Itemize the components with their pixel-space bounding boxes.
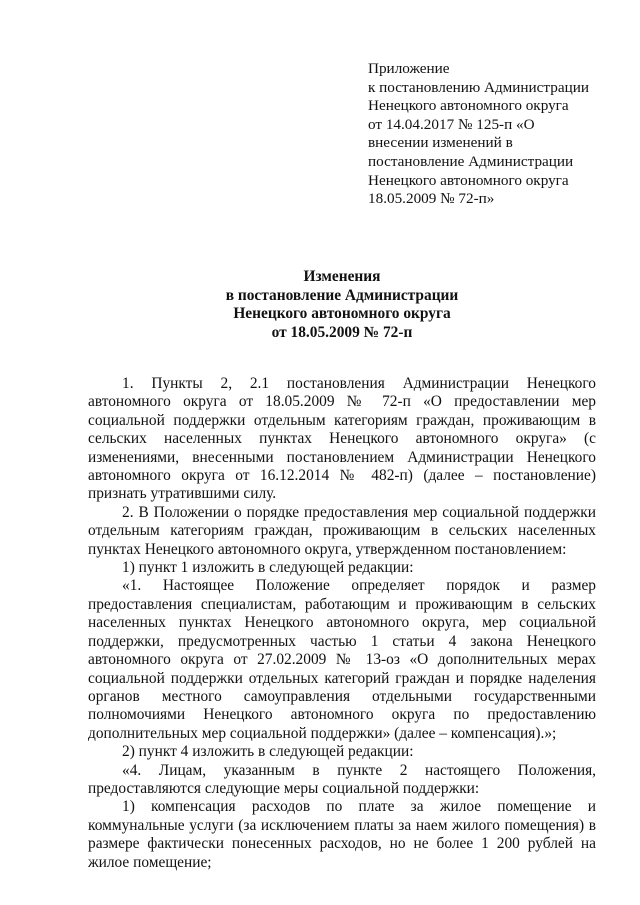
paragraph-subitem-1: 1) пункт 1 изложить в следующей редакции:: [122, 559, 414, 577]
document-body: [88, 375, 596, 872]
title-line: от 18.05.2009 № 72-п: [271, 323, 413, 341]
paragraph-quote-1: «1. Настоящее Положение определяет порядок и размер предоставления специалистам, работающим и проживающим в сельских населенных пунктах Ненецкого автономного округа, мер социальной поддержки, предусмотренных частью 1 статьи 4 закона Ненецкого автономного округа от 27.02.2009 № 13-оз «О дополнительных мерах социальной поддержки отдельных категорий граждан и порядке наделения органов местного самоуправления отдельными государственными полномочиями Ненецкого автономного округа по предоставлению дополнительных мер социальной поддержки» (далее – компенсация).»;: [88, 577, 596, 742]
document-title: [0, 268, 640, 342]
appendix-line: Ненецкого автономного округа: [368, 97, 569, 115]
title-line: Изменения: [303, 268, 381, 285]
title-line: Ненецкого автономного округа: [233, 305, 451, 322]
appendix-line: постановление Администрации: [368, 152, 574, 170]
appendix-line: внесении изменений в: [368, 134, 513, 152]
appendix-line: Приложение: [368, 60, 450, 77]
appendix-line: от 14.04.2017 № 125-п «О: [368, 115, 535, 133]
paragraph-quote-4: «4. Лицам, указанным в пункте 2 настоящего Положения, предоставляются следующие меры социальной поддержки:: [88, 761, 596, 797]
appendix-line: 18.05.2009 № 72-п»: [368, 190, 495, 208]
paragraph-item-1: 1. Пункты 2, 2.1 постановления Администрации Ненецкого автономного округа от 18.05.2009 № 72-п «О предоставлении мер социальной поддержки отдельным категориям граждан, проживающим в сельских населенных пунктах Ненецкого автономного округа» (с изменениями, внесенными постановлением Администрации Ненецкого автономного округа от 16.12.2014 № 482-п) (далее – постановление) признать утратившими силу.: [88, 375, 596, 503]
paragraph-item-2: 2. В Положении о порядке предоставления мер социальной поддержки отдельным категориям граждан, проживающим в сельских населенных пунктах Ненецкого автономного округа, утвержденном постановлением:: [88, 503, 596, 558]
paragraph-subitem-2: 2) пункт 4 изложить в следующей редакции:: [122, 743, 414, 761]
appendix-line: Ненецкого автономного округа: [368, 171, 569, 189]
title-line: в постановление Администрации: [225, 286, 459, 304]
appendix-line: к постановлению Администрации: [368, 78, 589, 96]
appendix-block: [368, 60, 618, 209]
paragraph-compensation: 1) компенсация расходов по плате за жилое помещение и коммунальные услуги (за исключением платы за наем жилого помещения) в размере фактически понесенных расходов, но не более 1 200 рублей на жилое помещение;: [88, 798, 596, 871]
